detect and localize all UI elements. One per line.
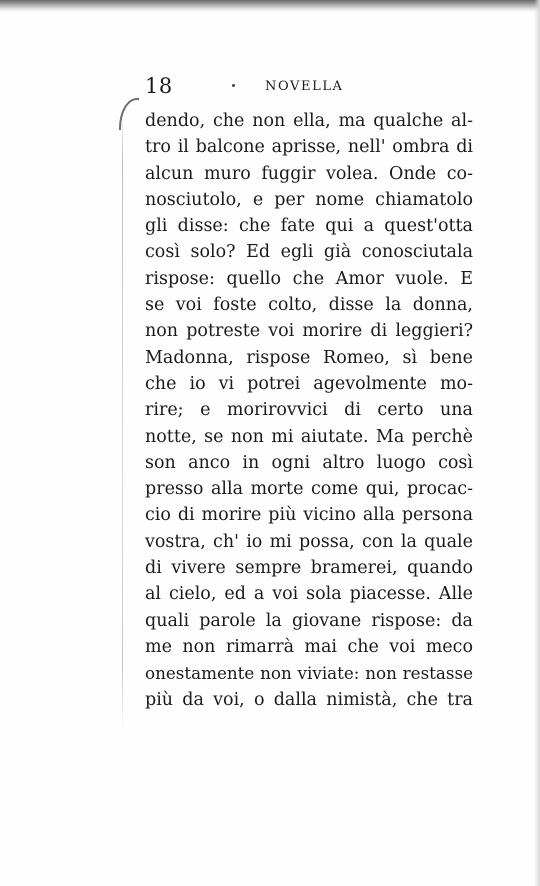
- page-right-edge-shadow: [534, 0, 540, 886]
- text-line: se voi foste colto, disse la donna,: [145, 295, 473, 316]
- text-line: gli disse: che fate qui a quest'otta: [145, 216, 473, 237]
- body-text: [145, 108, 473, 713]
- binding-gutter-line: [122, 110, 123, 730]
- text-line: quali parole la giovane rispose: da: [145, 610, 473, 631]
- text-line: rire; e morirovvici di certo una: [145, 400, 473, 421]
- text-line: al cielo, ed a voi sola piacesse. Alle: [145, 584, 473, 605]
- text-line: Madonna, rispose Romeo, sì bene: [145, 347, 473, 368]
- text-line: nosciutolo, e per nome chiamatolo: [145, 189, 473, 210]
- text-line: non potreste voi morire di leggieri?: [145, 321, 473, 342]
- text-line: alcun muro fuggir volea. Onde co-: [145, 163, 473, 184]
- text-line: più da voi, o dalla nimistà, che tra: [145, 689, 473, 710]
- page-top-edge-shadow: [0, 0, 540, 12]
- text-line: presso alla morte come qui, procac-: [145, 479, 473, 500]
- page-number: 18: [145, 74, 173, 98]
- binding-gutter-mark: [119, 98, 139, 130]
- text-line: me non rimarrà mai che voi meco: [145, 636, 473, 657]
- text-line: notte, se non mi aiutate. Ma perchè: [145, 426, 473, 447]
- text-line: tro il balcone aprisse, nell' ombra di: [145, 137, 473, 158]
- text-line: onestamente non viviate: non restasse: [145, 663, 473, 684]
- text-line: cio di morire più vicino alla persona: [145, 505, 473, 526]
- text-line: son anco in ogni altro luogo così: [145, 452, 473, 473]
- text-line: vostra, ch' io mi possa, con la quale: [145, 531, 473, 552]
- running-head-title: NOVELLA: [265, 79, 344, 94]
- running-head: [145, 74, 475, 98]
- text-line: così solo? Ed egli già conosciutala: [145, 242, 473, 263]
- text-line: rispose: quello che Amor vuole. E: [145, 268, 473, 289]
- text-line: che io vi potrei agevolmente mo-: [145, 373, 473, 394]
- text-line: di vivere sempre bramerei, quando: [145, 558, 473, 579]
- text-line: dendo, che non ella, ma qualche al-: [145, 111, 473, 131]
- running-head-dot: [232, 84, 235, 87]
